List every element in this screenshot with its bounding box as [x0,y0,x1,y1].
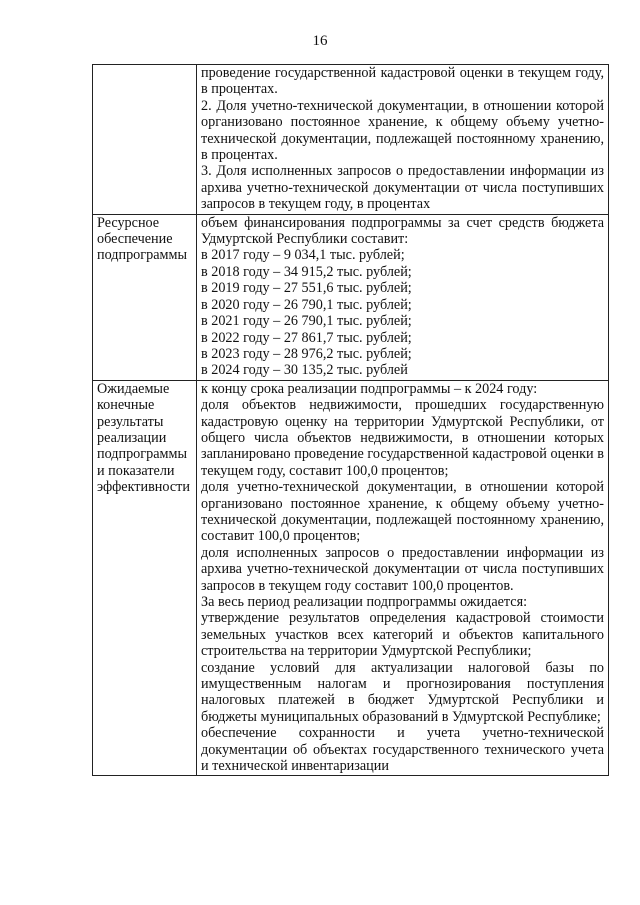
row-content [197,380,609,776]
paragraph: в 2018 году – 34 915,2 тыс. рублей; [201,263,412,280]
row-content [197,214,609,380]
row-content [197,65,609,215]
row-label: Ресурсное обеспечение подпрограммы [93,214,197,380]
row-label [93,65,197,215]
paragraph: утверждение результатов определения кадастровой стоимости земельных участков всех категорий и объектов капитального строительства на территории Удмуртской Республики; [201,610,604,660]
paragraph: проведение государственной кадастровой оценки в текущем году, в процентах. [201,65,604,98]
paragraph: доля учетно-технической документации, в отношении которой организовано постоянное хранение, к общему объему учетно-технической документации, подлежащей постоянному хранению, составит 100,0 процентов; [201,479,604,545]
paragraph: в 2019 году – 27 551,6 тыс. рублей; [201,280,412,297]
paragraph: 2. Доля учетно-технической документации, в отношении которой организовано постоянное хранение, к общему объему учетно-технической документации, подлежащей постоянному хранению, в процентах. [201,97,604,164]
subprogram-passport-table [92,64,609,776]
row-label: Ожидаемые конечные результаты реализации подпрограммы и показатели эффективности [93,380,197,776]
table-row [93,214,609,380]
table-row [93,380,609,776]
paragraph: доля исполненных запросов о предоставлении информации из архива учетно-технической документации от числа поступивших запросов в текущем году составит 100,0 процентов. [201,544,604,594]
paragraph: в 2021 году – 26 790,1 тыс. рублей; [201,313,412,330]
table-row [93,65,609,215]
paragraph: 3. Доля исполненных запросов о предоставлении информации из архива учетно-технической документации от числа поступивших запросов в текущем году, в процентах [201,163,604,213]
paragraph: доля объектов недвижимости, прошедших государственную кадастровую оценку на территории Удмуртской Республики, от общего числа объектов недвижимости, в отношении которых запланировано проведение государственной кадастровой оценки в текущем году, составит 100,0 процентов; [201,397,604,479]
paragraph: в 2023 году – 28 976,2 тыс. рублей; [201,345,412,362]
paragraph: в 2020 году – 26 790,1 тыс. рублей; [201,296,412,313]
paragraph: объем финансирования подпрограммы за счет средств бюджета Удмуртской Республики составит: [201,214,604,248]
paragraph: За весь период реализации подпрограммы ожидается: [201,594,528,610]
paragraph: создание условий для актуализации налоговой базы по имущественным налогам и прогнозирования поступления налоговых платежей в бюджет Удмуртской Республики и бюджеты муниципальных образований в Удмуртской Республике; [201,659,604,725]
paragraph: к концу срока реализации подпрограммы – к 2024 году: [201,380,538,397]
paragraph: в 2022 году – 27 861,7 тыс. рублей; [201,329,412,346]
paragraph: обеспечение сохранности и учета учетно-технической документации об объектах государственного технического учета и технической инвентаризации [201,725,604,775]
page-number: 16 [312,33,328,49]
paragraph: в 2017 году – 9 034,1 тыс. рублей; [201,247,405,264]
paragraph: в 2024 году – 30 135,2 тыс. рублей [201,362,408,379]
